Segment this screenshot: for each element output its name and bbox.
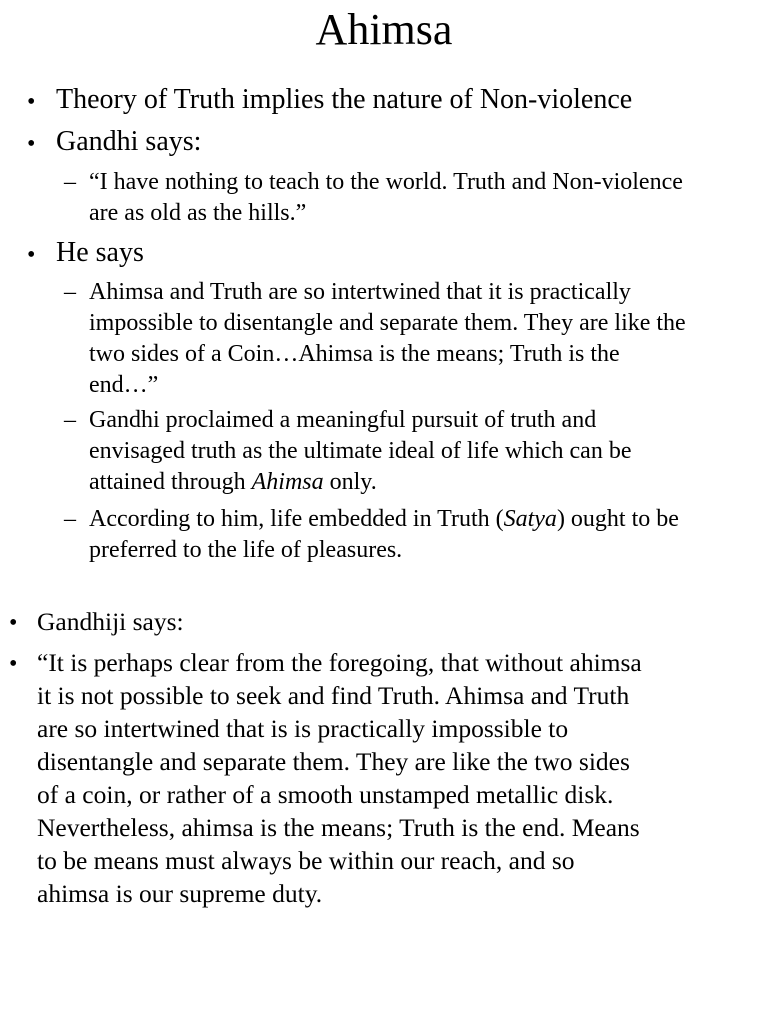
text-run: only.: [323, 469, 377, 495]
sub-line: Ahimsa and Truth are so intertwined that it is practically: [89, 279, 631, 305]
quote-line: are so intertwined that is is practically impossible to: [37, 714, 569, 743]
quote-line: are as old as the hills.”: [89, 200, 307, 226]
sub-line: preferred to the life of pleasures.: [89, 537, 403, 563]
quote-line: it is not possible to seek and find Truth. Ahimsa and Truth: [37, 681, 630, 710]
sub-line: [89, 467, 631, 498]
sub-line: two sides of a Coin…Ahimsa is the means; Truth is the: [89, 341, 620, 367]
sub-gandhi-proclaimed: [89, 405, 631, 498]
quote-nothing-to-teach: [89, 167, 683, 229]
bullet-marker: •: [9, 610, 18, 636]
text-run: attained through: [89, 469, 252, 495]
bullet-he-says: He says: [56, 237, 144, 268]
sub-line: end…”: [89, 372, 159, 398]
sub-line: [89, 504, 679, 535]
sub-according-to-him: [89, 504, 679, 566]
bullet-marker: •: [27, 242, 36, 268]
quote-line: Nevertheless, ahimsa is the means; Truth is the end. Means: [37, 813, 640, 842]
quote-perhaps-clear: [37, 646, 642, 910]
emphasis-satya: Satya: [503, 506, 557, 532]
quote-line: disentangle and separate them. They are like the two sides: [37, 747, 630, 776]
bullet-marker: •: [9, 651, 18, 677]
quote-line: of a coin, or rather of a smooth unstamped metallic disk.: [37, 780, 614, 809]
sub-line: impossible to disentangle and separate them. They are like the: [89, 310, 686, 336]
sub-ahimsa-and-truth: [89, 277, 686, 401]
dash-marker: –: [64, 169, 76, 195]
text-run: ) ought to be: [556, 506, 679, 532]
bullet-gandhiji-says: Gandhiji says:: [37, 607, 184, 636]
quote-line: to be means must always be within our reach, and so: [37, 846, 575, 875]
slide-title: Ahimsa: [315, 5, 453, 54]
quote-line: ahimsa is our supreme duty.: [37, 879, 323, 908]
sub-line: Gandhi proclaimed a meaningful pursuit of truth and: [89, 407, 597, 433]
dash-marker: –: [64, 279, 76, 305]
dash-marker: –: [64, 407, 76, 433]
bullet-theory-of-truth: Theory of Truth implies the nature of Non-violence: [56, 84, 633, 115]
emphasis-ahimsa: Ahimsa: [251, 469, 324, 495]
quote-line: “I have nothing to teach to the world. Truth and Non-violence: [89, 169, 683, 195]
text-run: According to him, life embedded in Truth (: [89, 506, 504, 532]
dash-marker: –: [64, 506, 76, 532]
bullet-marker: •: [27, 89, 36, 115]
bullet-marker: •: [27, 131, 36, 157]
quote-line: “It is perhaps clear from the foregoing, that without ahimsa: [37, 648, 642, 677]
sub-line: envisaged truth as the ultimate ideal of life which can be: [89, 438, 632, 464]
bullet-gandhi-says: Gandhi says:: [56, 126, 202, 157]
